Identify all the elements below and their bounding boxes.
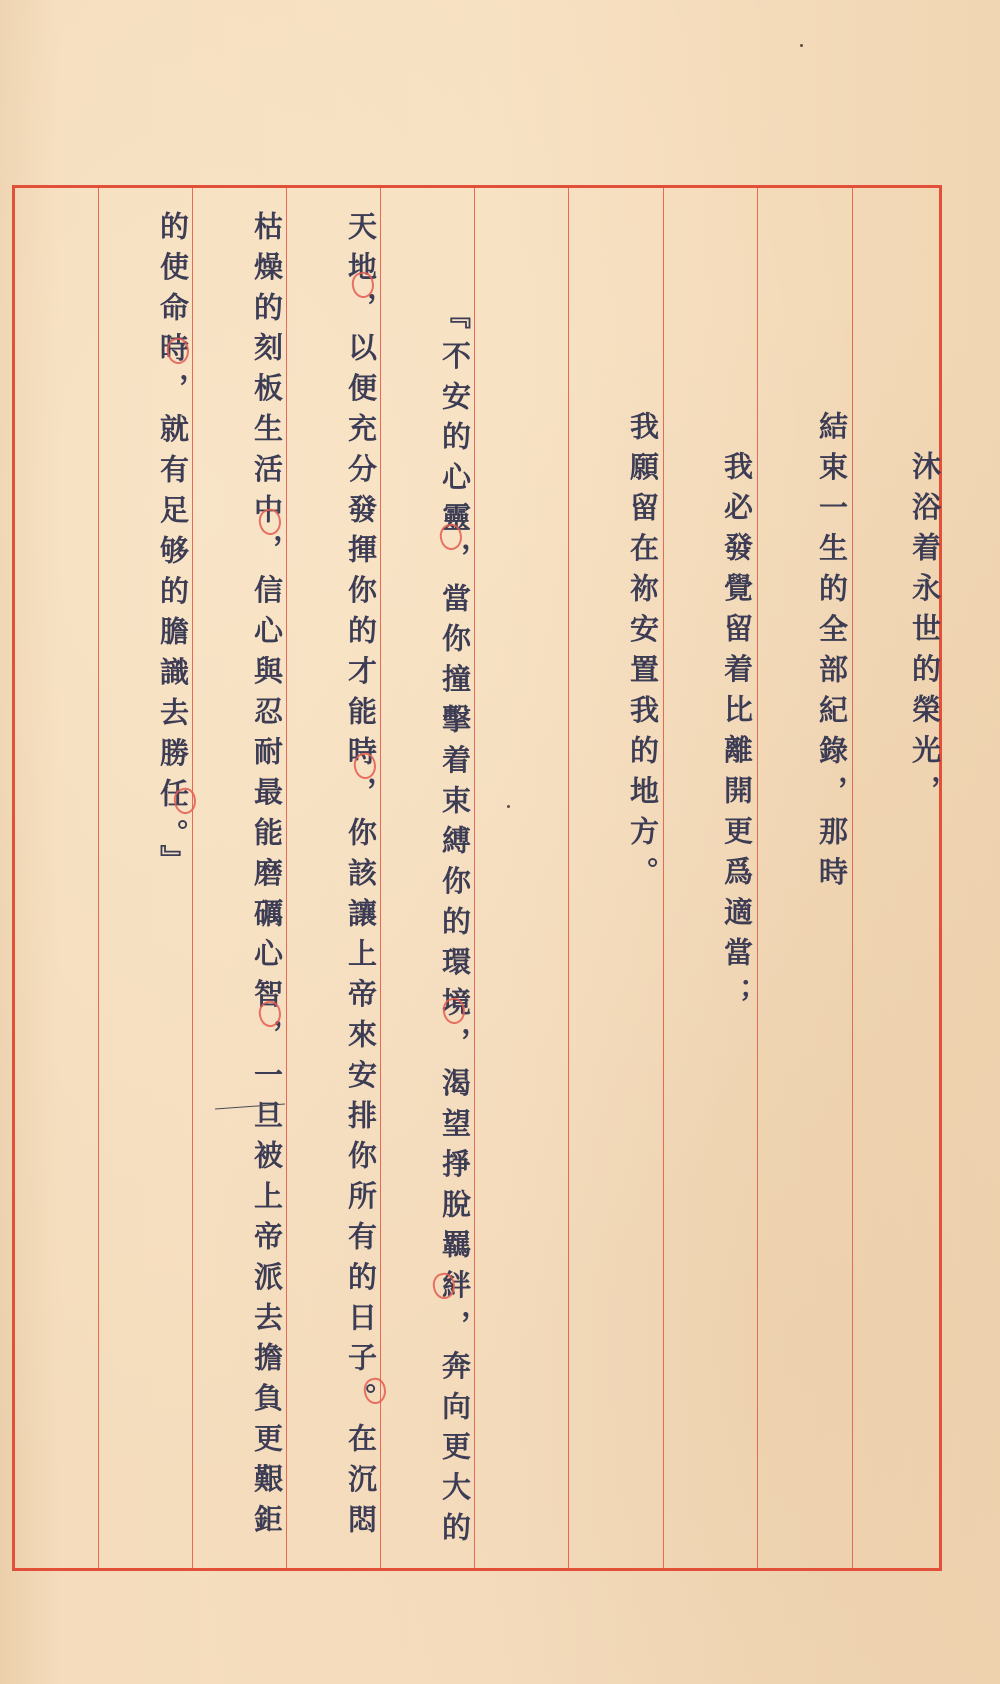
grid-rule [757,188,758,1568]
grid-rule [568,188,569,1568]
prose-line-4: 的使命時，就有足够的膽識去勝任。』 [156,211,190,885]
poem-line-1: 沐浴着永世的榮光， [908,451,942,816]
manuscript-grid [12,185,942,1571]
text-column-4 [577,188,660,1568]
paper-speck [800,44,803,47]
grid-rule [474,188,475,1568]
grid-rule [380,188,381,1568]
paper-speck [507,805,510,808]
grid-rule [98,188,99,1568]
text-column-1 [859,188,942,1568]
prose-line-3: 枯燥的刻板生活中，信心與忍耐最能磨礪心智，一旦被上帝派去擔負更艱鉅 [250,211,284,1545]
grid-rule [663,188,664,1568]
text-column-5 [483,188,563,1568]
poem-line-2: 結束一生的全部紀錄，那時 [815,411,849,897]
text-column-7 [295,188,378,1568]
grid-rule [286,188,287,1568]
prose-line-2: 天地，以便充分發揮你的才能時，你該讓上帝來安排你所有的日子。在沉悶 [344,211,378,1545]
grid-rule [852,188,853,1568]
grid-rule [192,188,193,1568]
text-column-8 [201,188,284,1568]
poem-line-4: 我願留在祢安置我的地方。 [626,411,660,897]
poem-line-3: 我必發覺留着比離開更爲適當； [720,451,754,1018]
text-column-10 [15,188,95,1568]
text-column-6 [389,188,472,1568]
prose-line-1: 『不安的心靈，當你撞擊着束縛你的環境，渴望掙脫羈絆，奔向更大的 [438,300,472,1553]
text-column-3 [671,188,754,1568]
text-column-2 [766,188,849,1568]
text-column-9 [107,188,190,1568]
